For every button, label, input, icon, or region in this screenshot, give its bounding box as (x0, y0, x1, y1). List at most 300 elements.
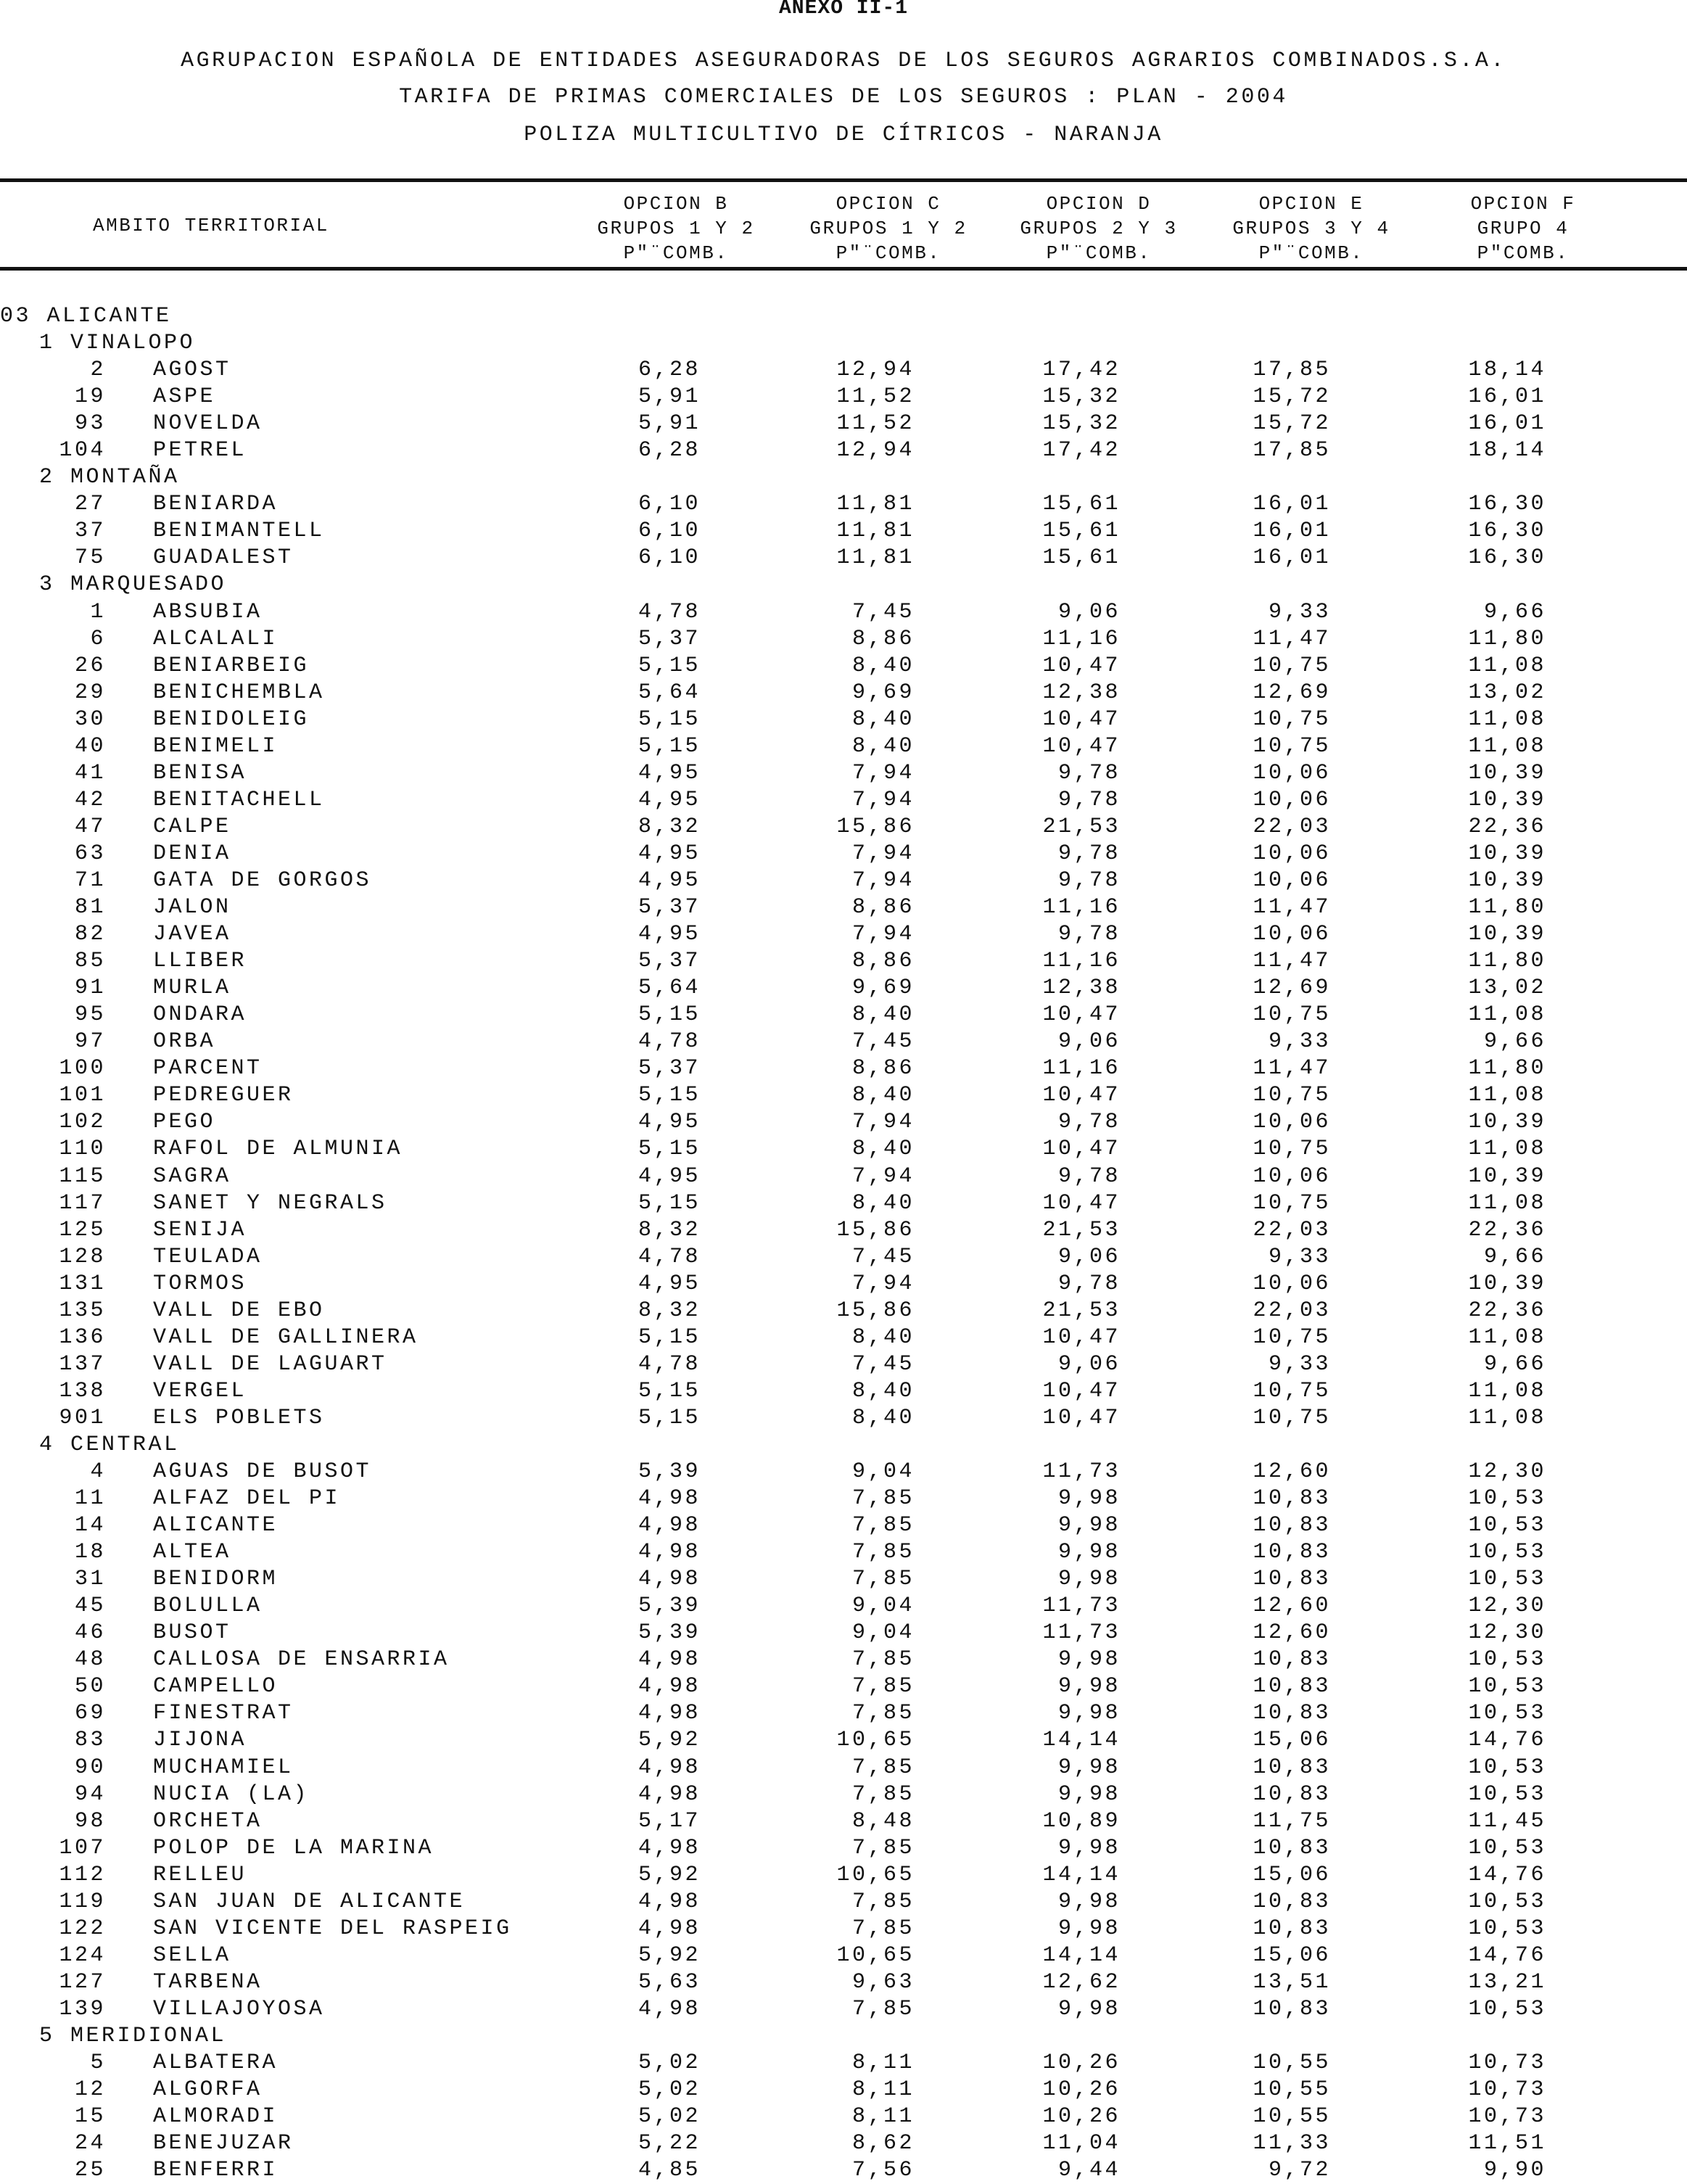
column-header-line: P"COMB. (1477, 242, 1570, 264)
premium-value: 10,47 (1042, 1137, 1121, 1162)
premium-value: 9,33 (1268, 1351, 1331, 1377)
premium-value: 9,69 (851, 976, 915, 1001)
municipality-code: 29 (74, 680, 106, 705)
premium-value: 15,61 (1042, 519, 1121, 544)
premium-value: 5,02 (638, 2051, 701, 2076)
premium-value: 5,15 (638, 1002, 701, 1028)
premium-value: 10,83 (1253, 1889, 1331, 1914)
zone-row (0, 572, 1687, 598)
premium-value: 15,06 (1253, 1942, 1331, 1968)
municipality-name: POLOP DE LA MARINA (153, 1835, 434, 1860)
table-row (0, 626, 1687, 653)
table-row (0, 1244, 1687, 1271)
zone-label: 5 MERIDIONAL (39, 2024, 227, 2048)
premium-value: 10,06 (1253, 1163, 1331, 1189)
table-row (0, 1485, 1687, 1512)
municipality-code: 11 (74, 1486, 106, 1512)
premium-value: 11,73 (1042, 1594, 1121, 1619)
premium-value: 9,78 (1057, 1110, 1121, 1135)
table-row (0, 1835, 1687, 1862)
municipality-name: CAMPELLO (153, 1674, 279, 1699)
premium-value: 10,53 (1468, 1513, 1546, 1538)
premium-value: 11,08 (1468, 653, 1546, 678)
table-row (0, 1136, 1687, 1163)
premium-value: 10,55 (1253, 2104, 1331, 2130)
table-row (0, 1298, 1687, 1324)
premium-value: 9,78 (1057, 868, 1121, 893)
municipality-code: 90 (74, 1755, 106, 1780)
premium-value: 14,14 (1042, 1862, 1121, 1887)
premium-value: 9,63 (851, 1969, 915, 1995)
premium-value: 9,78 (1057, 760, 1121, 786)
premium-value: 9,78 (1057, 1271, 1121, 1296)
municipality-name: JALON (153, 895, 231, 920)
premium-value: 11,52 (836, 411, 915, 437)
premium-value: 5,02 (638, 2077, 701, 2103)
table-row (0, 1700, 1687, 1727)
municipality-name: NUCIA (LA) (153, 1781, 310, 1807)
premium-value: 4,98 (638, 1701, 701, 1726)
premium-value: 6,10 (638, 519, 701, 544)
zone-label: 2 MONTAÑA (39, 465, 180, 490)
column-header-option-1 (780, 191, 997, 265)
premium-value: 5,64 (638, 976, 701, 1001)
municipality-name: RAFOL DE ALMUNIA (153, 1137, 403, 1162)
zone-label: 4 CENTRAL (39, 1432, 180, 1457)
premium-value: 4,98 (638, 1996, 701, 2022)
premium-value: 11,73 (1042, 1459, 1121, 1485)
table-row (0, 1808, 1687, 1835)
column-header-line: GRUPOS 2 Y 3 (1020, 218, 1178, 239)
premium-value: 10,83 (1253, 1647, 1331, 1673)
municipality-code: 15 (74, 2104, 106, 2130)
municipality-name: PARCENT (153, 1056, 263, 1081)
municipality-code: 6 (90, 626, 106, 651)
premium-value: 10,75 (1253, 733, 1331, 759)
premium-value: 10,53 (1468, 1540, 1546, 1565)
premium-value: 4,78 (638, 1029, 701, 1055)
premium-value: 9,98 (1057, 1674, 1121, 1699)
premium-value: 5,15 (638, 1137, 701, 1162)
municipality-code: 48 (74, 1647, 106, 1673)
municipality-name: ALBATERA (153, 2051, 279, 2076)
municipality-code: 124 (59, 1942, 106, 1968)
premium-value: 10,75 (1253, 706, 1331, 732)
table-row (0, 868, 1687, 894)
table-row (0, 1512, 1687, 1539)
premium-value: 11,47 (1253, 949, 1331, 974)
municipality-code: 94 (74, 1781, 106, 1807)
premium-value: 7,94 (851, 1271, 915, 1296)
premium-value: 4,98 (638, 1674, 701, 1699)
municipality-name: MUCHAMIEL (153, 1755, 294, 1780)
premium-value: 15,06 (1253, 1862, 1331, 1887)
premium-value: 12,60 (1253, 1594, 1331, 1619)
premium-value: 9,98 (1057, 1889, 1121, 1914)
premium-value: 11,08 (1468, 1324, 1546, 1350)
premium-value: 9,06 (1057, 1351, 1121, 1377)
premium-value: 9,06 (1057, 1244, 1121, 1269)
municipality-code: 139 (59, 1996, 106, 2022)
municipality-code: 110 (59, 1137, 106, 1162)
column-header-option-3 (1203, 191, 1420, 265)
premium-value: 7,85 (851, 1701, 915, 1726)
table-row (0, 545, 1687, 572)
municipality-code: 135 (59, 1298, 106, 1323)
municipality-code: 50 (74, 1674, 106, 1699)
table-row (0, 2050, 1687, 2077)
premium-value: 8,86 (851, 626, 915, 651)
premium-value: 11,45 (1468, 1808, 1546, 1834)
municipality-code: 83 (74, 1728, 106, 1753)
premium-value: 10,75 (1253, 1405, 1331, 1430)
premium-value: 21,53 (1042, 1298, 1121, 1323)
municipality-name: DENIA (153, 841, 231, 866)
municipality-code: 4 (90, 1459, 106, 1485)
premium-value: 8,32 (638, 1298, 701, 1323)
municipality-code: 102 (59, 1110, 106, 1135)
municipality-code: 138 (59, 1378, 106, 1404)
premium-value: 9,98 (1057, 1835, 1121, 1860)
premium-value: 9,78 (1057, 922, 1121, 947)
premium-value: 10,75 (1253, 1324, 1331, 1350)
premium-value: 10,83 (1253, 1540, 1331, 1565)
premium-value: 10,47 (1042, 653, 1121, 678)
premium-value: 9,98 (1057, 1781, 1121, 1807)
premium-value: 10,83 (1253, 1701, 1331, 1726)
premium-value: 5,15 (638, 706, 701, 732)
premium-value: 8,40 (851, 1137, 915, 1162)
premium-value: 11,47 (1253, 895, 1331, 920)
municipality-name: BENIDORM (153, 1567, 279, 1592)
premium-value: 4,95 (638, 787, 701, 812)
premium-value: 13,02 (1468, 680, 1546, 705)
column-header-line: OPCION C (836, 193, 941, 215)
table-row (0, 2103, 1687, 2130)
table-row (0, 1889, 1687, 1916)
municipality-name: NOVELDA (153, 411, 263, 437)
premium-value: 14,76 (1468, 1728, 1546, 1753)
municipality-name: ELS POBLETS (153, 1405, 325, 1430)
premium-value: 7,85 (851, 1486, 915, 1512)
premium-value: 8,40 (851, 1324, 915, 1350)
premium-value: 10,06 (1253, 1271, 1331, 1296)
municipality-name: BENFERRI (153, 2158, 279, 2183)
premium-value: 15,72 (1253, 411, 1331, 437)
premium-value: 10,53 (1468, 1701, 1546, 1726)
municipality-name: VALL DE GALLINERA (153, 1324, 418, 1350)
municipality-code: 107 (59, 1835, 106, 1860)
tariff-table (0, 303, 1687, 2184)
column-header-line: P"¨COMB. (623, 242, 729, 264)
premium-value: 10,73 (1468, 2051, 1546, 2076)
premium-value: 6,10 (638, 492, 701, 517)
municipality-code: 37 (74, 519, 106, 544)
premium-value: 10,53 (1468, 1781, 1546, 1807)
municipality-code: 18 (74, 1540, 106, 1565)
premium-value: 9,98 (1057, 1996, 1121, 2022)
premium-value: 4,98 (638, 1513, 701, 1538)
table-row (0, 680, 1687, 706)
municipality-code: 25 (74, 2158, 106, 2183)
premium-value: 4,78 (638, 1351, 701, 1377)
zone-label: 1 VINALOPO (39, 331, 196, 356)
premium-value: 12,60 (1253, 1459, 1331, 1485)
premium-value: 4,85 (638, 2158, 701, 2183)
premium-value: 4,98 (638, 1540, 701, 1565)
premium-value: 6,28 (638, 438, 701, 463)
premium-value: 10,73 (1468, 2104, 1546, 2130)
premium-value: 12,94 (836, 358, 915, 383)
premium-value: 9,98 (1057, 1701, 1121, 1726)
premium-value: 15,61 (1042, 545, 1121, 571)
municipality-code: 901 (59, 1405, 106, 1430)
premium-value: 7,94 (851, 787, 915, 812)
premium-value: 9,06 (1057, 599, 1121, 625)
table-row (0, 706, 1687, 733)
municipality-code: 47 (74, 814, 106, 839)
table-row (0, 1324, 1687, 1351)
premium-value: 10,55 (1253, 2051, 1331, 2076)
premium-value: 11,47 (1253, 626, 1331, 651)
municipality-name: BOLULLA (153, 1594, 263, 1619)
column-header-line: GRUPOS 3 Y 4 (1232, 218, 1390, 239)
premium-value: 10,53 (1468, 1674, 1546, 1699)
premium-value: 11,81 (836, 519, 915, 544)
header-bottom-rule (0, 267, 1687, 271)
municipality-code: 5 (90, 2051, 106, 2076)
premium-value: 8,40 (851, 1405, 915, 1430)
premium-value: 22,03 (1253, 1217, 1331, 1243)
table-row (0, 1727, 1687, 1754)
municipality-name: VILLAJOYOSA (153, 1996, 325, 2022)
premium-value: 11,75 (1253, 1808, 1331, 1834)
municipality-code: 14 (74, 1513, 106, 1538)
premium-value: 11,16 (1042, 626, 1121, 651)
premium-value: 10,39 (1468, 922, 1546, 947)
premium-value: 5,91 (638, 384, 701, 410)
premium-value: 4,95 (638, 1271, 701, 1296)
premium-value: 10,83 (1253, 1916, 1331, 1941)
municipality-code: 2 (90, 358, 106, 383)
premium-value: 4,98 (638, 1889, 701, 1914)
premium-value: 10,73 (1468, 2077, 1546, 2103)
premium-value: 10,06 (1253, 922, 1331, 947)
municipality-name: LLIBER (153, 949, 247, 974)
municipality-code: 97 (74, 1029, 106, 1055)
column-header-option-0 (567, 191, 785, 265)
premium-value: 11,08 (1468, 1378, 1546, 1404)
premium-value: 6,10 (638, 545, 701, 571)
premium-value: 5,15 (638, 1083, 701, 1108)
premium-value: 5,92 (638, 1942, 701, 1968)
premium-value: 10,53 (1468, 1889, 1546, 1914)
premium-value: 4,95 (638, 1110, 701, 1135)
municipality-code: 1 (90, 599, 106, 625)
table-row (0, 599, 1687, 626)
table-row (0, 787, 1687, 814)
premium-value: 22,36 (1468, 814, 1546, 839)
municipality-name: VERGEL (153, 1378, 247, 1404)
premium-value: 7,85 (851, 1567, 915, 1592)
municipality-code: 93 (74, 411, 106, 437)
municipality-code: 30 (74, 706, 106, 732)
municipality-name: BENEJUZAR (153, 2131, 294, 2156)
premium-value: 12,69 (1253, 976, 1331, 1001)
premium-value: 11,08 (1468, 1002, 1546, 1028)
municipality-name: SELLA (153, 1942, 231, 1968)
municipality-code: 69 (74, 1701, 106, 1726)
premium-value: 8,40 (851, 706, 915, 732)
municipality-name: TORMOS (153, 1271, 247, 1296)
premium-value: 7,85 (851, 1647, 915, 1673)
premium-value: 9,98 (1057, 1486, 1121, 1512)
table-row (0, 1217, 1687, 1244)
municipality-code: 125 (59, 1217, 106, 1243)
premium-value: 22,36 (1468, 1298, 1546, 1323)
municipality-name: BENISA (153, 760, 247, 786)
premium-value: 9,78 (1057, 787, 1121, 812)
municipality-code: 75 (74, 545, 106, 571)
premium-value: 11,08 (1468, 1405, 1546, 1430)
premium-value: 9,33 (1268, 1244, 1331, 1269)
premium-value: 15,86 (836, 1217, 915, 1243)
municipality-code: 131 (59, 1271, 106, 1296)
premium-value: 12,30 (1468, 1459, 1546, 1485)
premium-value: 7,85 (851, 1916, 915, 1941)
column-header-line: P"¨COMB. (836, 242, 941, 264)
municipality-code: 24 (74, 2131, 106, 2156)
premium-value: 10,47 (1042, 1002, 1121, 1028)
premium-value: 10,53 (1468, 1486, 1546, 1512)
premium-value: 22,03 (1253, 1298, 1331, 1323)
municipality-name: JAVEA (153, 922, 231, 947)
premium-value: 10,75 (1253, 1378, 1331, 1404)
table-row (0, 1862, 1687, 1889)
premium-value: 10,75 (1253, 1190, 1331, 1216)
premium-value: 9,69 (851, 680, 915, 705)
premium-value: 5,91 (638, 411, 701, 437)
column-header-option-4 (1414, 191, 1632, 265)
table-row (0, 1271, 1687, 1298)
municipality-name: FINESTRAT (153, 1701, 294, 1726)
column-header-line: OPCION B (623, 193, 729, 215)
municipality-name: ORCHETA (153, 1808, 263, 1834)
premium-value: 10,83 (1253, 1486, 1331, 1512)
column-header-line: GRUPOS 1 Y 2 (597, 218, 755, 239)
municipality-code: 119 (59, 1889, 106, 1914)
premium-value: 18,14 (1468, 438, 1546, 463)
premium-value: 15,86 (836, 1298, 915, 1323)
table-row (0, 1351, 1687, 1378)
premium-value: 15,86 (836, 814, 915, 839)
municipality-code: 12 (74, 2077, 106, 2103)
municipality-code: 127 (59, 1969, 106, 1995)
municipality-code: 104 (59, 438, 106, 463)
table-row (0, 814, 1687, 841)
premium-value: 10,06 (1253, 868, 1331, 893)
premium-value: 11,81 (836, 545, 915, 571)
table-row (0, 518, 1687, 545)
premium-value: 7,85 (851, 1674, 915, 1699)
premium-value: 5,92 (638, 1862, 701, 1887)
premium-value: 10,53 (1468, 1835, 1546, 1860)
premium-value: 4,95 (638, 922, 701, 947)
premium-value: 10,39 (1468, 787, 1546, 812)
premium-value: 4,78 (638, 599, 701, 625)
premium-value: 9,33 (1268, 1029, 1331, 1055)
premium-value: 5,15 (638, 1324, 701, 1350)
premium-value: 8,40 (851, 1378, 915, 1404)
premium-value: 11,08 (1468, 706, 1546, 732)
premium-value: 4,95 (638, 868, 701, 893)
premium-value: 14,14 (1042, 1942, 1121, 1968)
municipality-name: CALLOSA DE ENSARRIA (153, 1647, 450, 1673)
premium-value: 7,45 (851, 1244, 915, 1269)
premium-value: 8,62 (851, 2131, 915, 2156)
premium-value: 9,98 (1057, 1755, 1121, 1780)
premium-value: 10,26 (1042, 2077, 1121, 2103)
premium-value: 5,37 (638, 1056, 701, 1081)
table-row (0, 1459, 1687, 1485)
premium-value: 21,53 (1042, 1217, 1121, 1243)
premium-value: 10,47 (1042, 1190, 1121, 1216)
municipality-name: TEULADA (153, 1244, 263, 1269)
premium-value: 9,66 (1483, 599, 1546, 625)
premium-value: 12,69 (1253, 680, 1331, 705)
column-header-line: GRUPOS 1 Y 2 (809, 218, 968, 239)
table-row (0, 1673, 1687, 1700)
premium-value: 8,32 (638, 814, 701, 839)
premium-value: 8,40 (851, 733, 915, 759)
municipality-name: SANET Y NEGRALS (153, 1190, 387, 1216)
header-top-rule (0, 178, 1687, 182)
premium-value: 8,11 (851, 2077, 915, 2103)
premium-value: 7,85 (851, 1755, 915, 1780)
municipality-name: RELLEU (153, 1862, 247, 1887)
premium-value: 5,15 (638, 1378, 701, 1404)
table-row (0, 1996, 1687, 2023)
premium-value: 12,30 (1468, 1594, 1546, 1619)
table-row (0, 921, 1687, 948)
municipality-name: VALL DE EBO (153, 1298, 325, 1323)
premium-value: 5,15 (638, 733, 701, 759)
premium-value: 4,95 (638, 1163, 701, 1189)
premium-value: 17,42 (1042, 438, 1121, 463)
table-row (0, 1002, 1687, 1029)
premium-value: 5,39 (638, 1594, 701, 1619)
premium-value: 9,66 (1483, 1244, 1546, 1269)
municipality-name: BUSOT (153, 1620, 231, 1646)
premium-value: 15,32 (1042, 411, 1121, 437)
zone-row (0, 2023, 1687, 2050)
premium-value: 5,15 (638, 653, 701, 678)
table-row (0, 1916, 1687, 1942)
premium-value: 10,83 (1253, 1781, 1331, 1807)
municipality-name: CALPE (153, 814, 231, 839)
premium-value: 10,65 (836, 1942, 915, 1968)
premium-value: 11,80 (1468, 895, 1546, 920)
municipality-name: BENICHEMBLA (153, 680, 325, 705)
municipality-name: VALL DE LAGUART (153, 1351, 387, 1377)
premium-value: 10,39 (1468, 760, 1546, 786)
premium-value: 4,98 (638, 1835, 701, 1860)
premium-value: 12,38 (1042, 976, 1121, 1001)
premium-value: 5,22 (638, 2131, 701, 2156)
premium-value: 7,94 (851, 760, 915, 786)
column-header-line: OPCION E (1258, 193, 1364, 215)
premium-value: 10,39 (1468, 1163, 1546, 1189)
